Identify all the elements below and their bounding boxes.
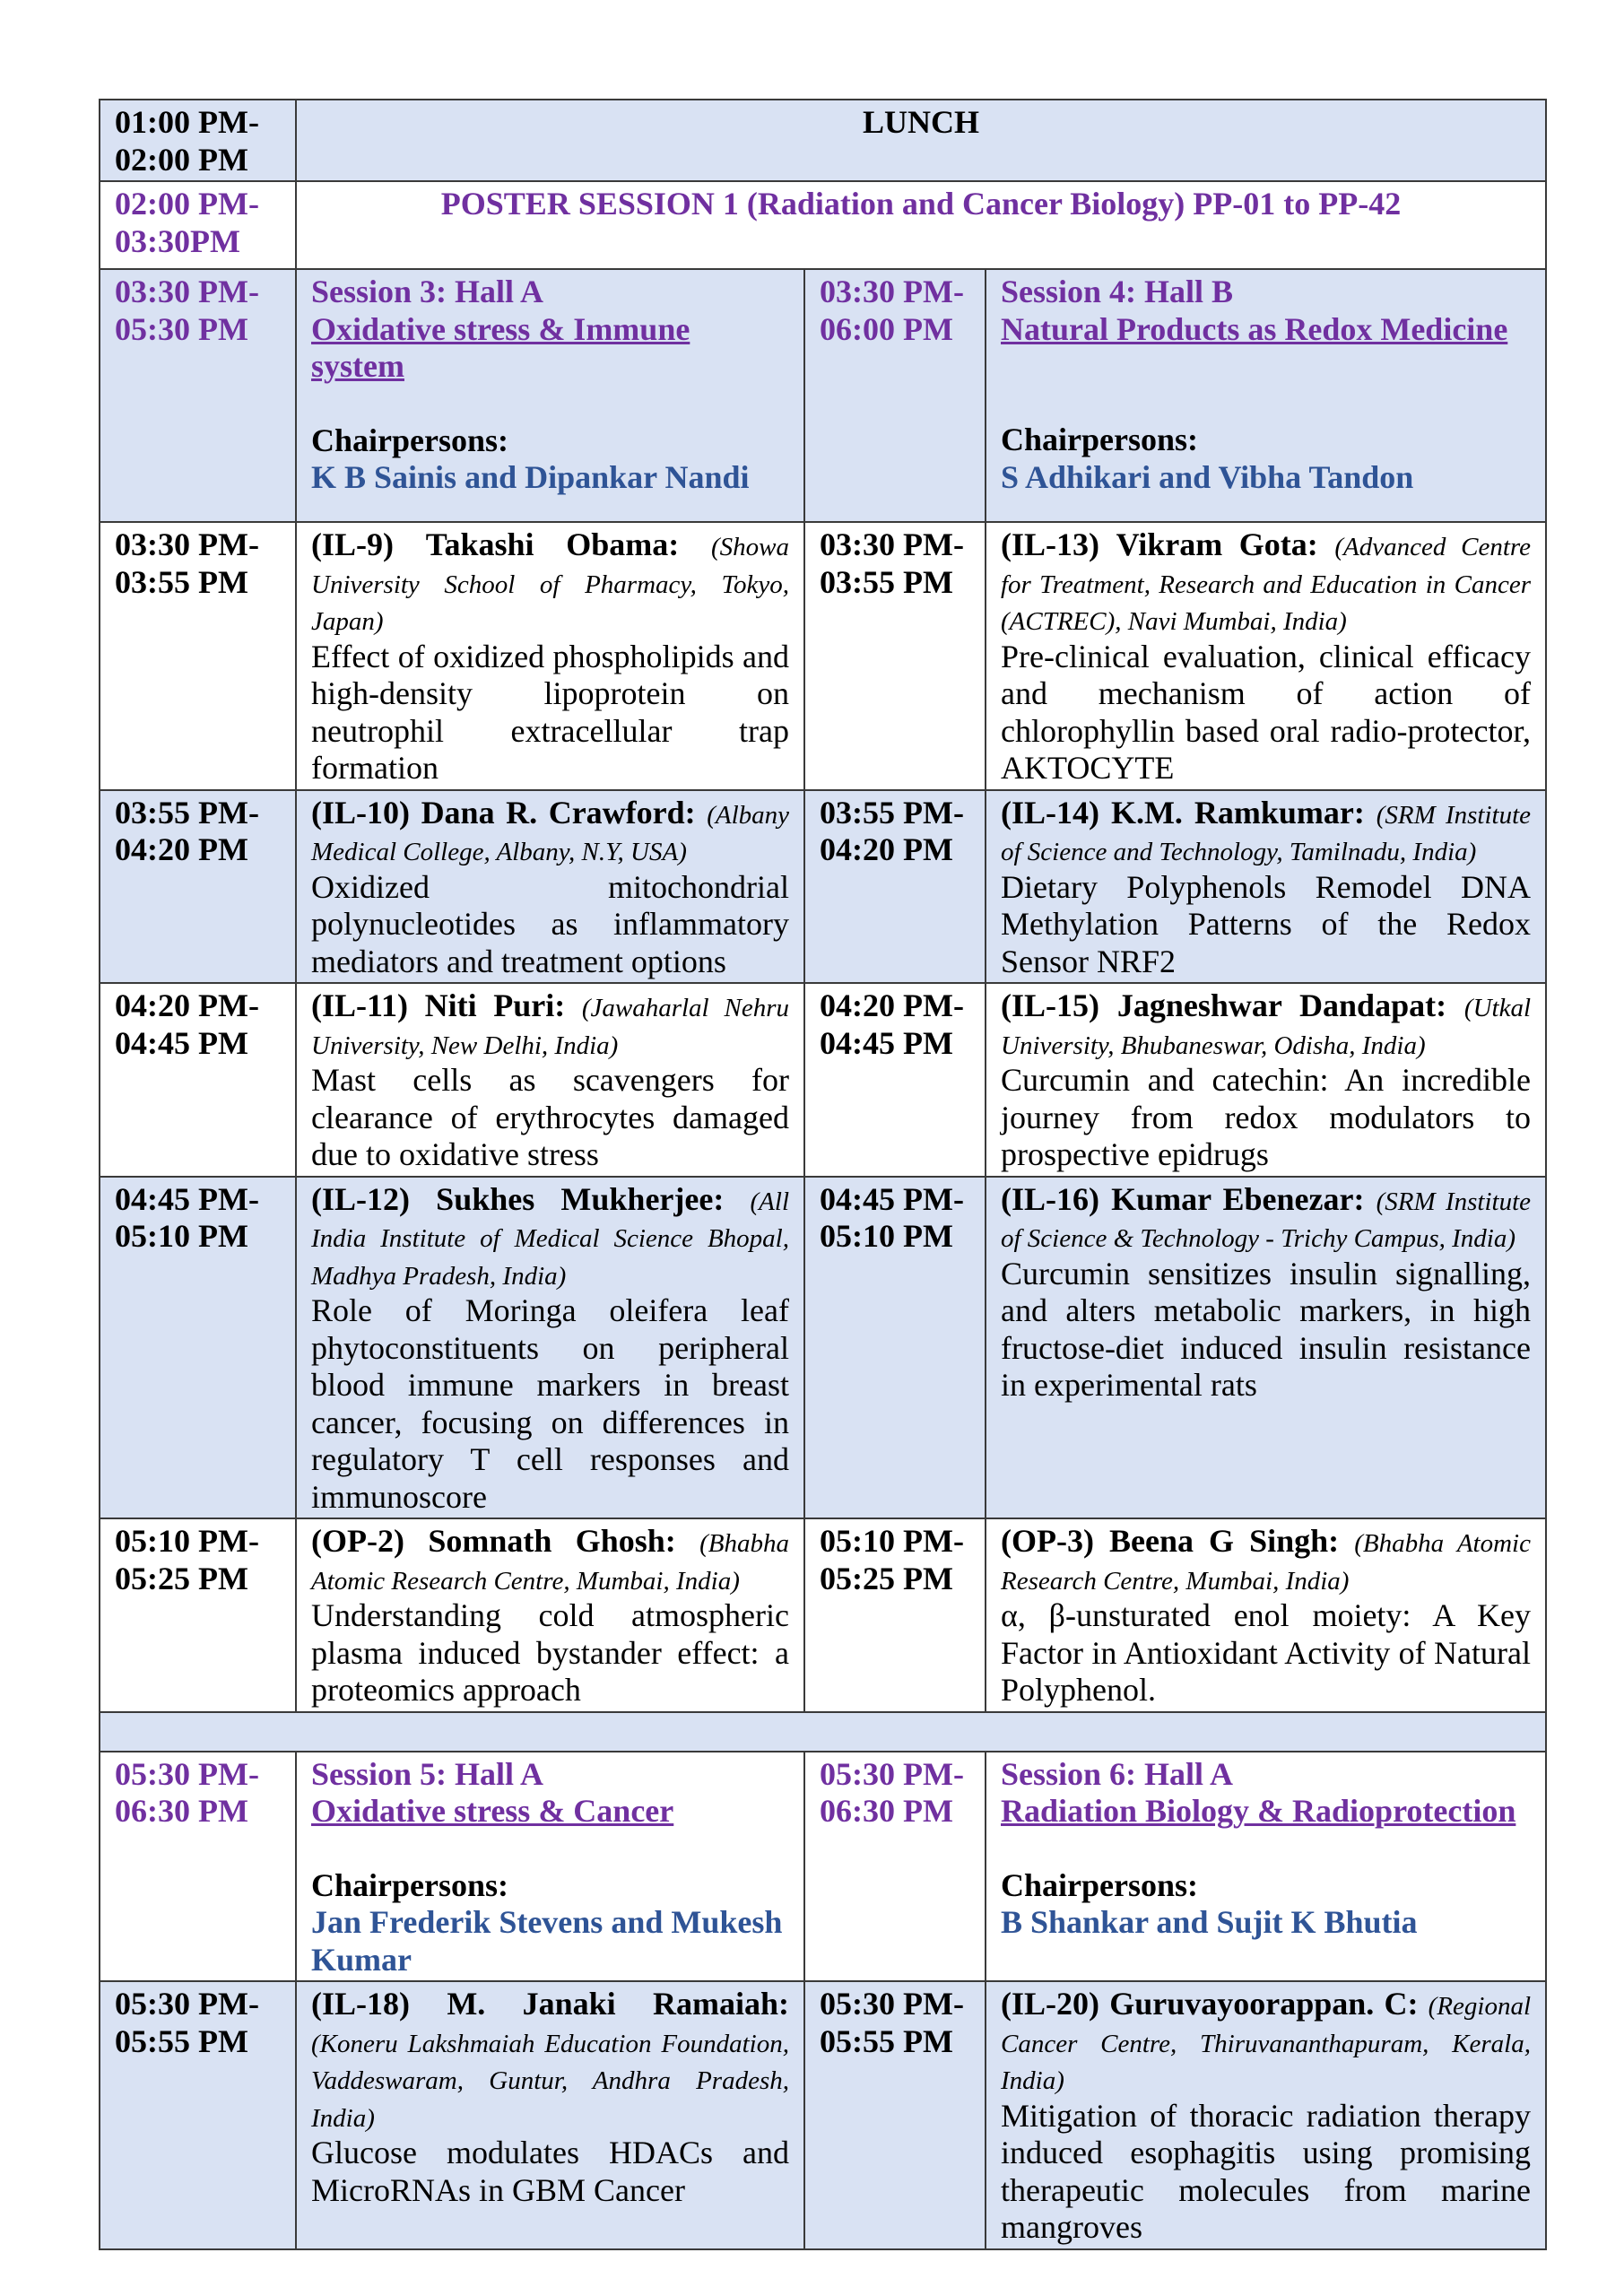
talk-cell xyxy=(986,1177,1546,1519)
speaker-name: Vikram Gota: xyxy=(1116,526,1318,562)
talk-code: (IL-10) xyxy=(311,794,410,831)
chairpersons-label: Chairpersons: xyxy=(311,422,509,458)
time-end: 05:10 PM xyxy=(820,1218,953,1254)
time-start: 05:30 PM- xyxy=(820,1755,964,1792)
speaker-name: Jagneshwar Dandapat: xyxy=(1116,987,1447,1023)
time-cell xyxy=(804,1177,986,1519)
time-start: 05:10 PM- xyxy=(820,1523,964,1559)
talk-title: Effect of oxidized phospholipids and high-density lipoprotein on neutrophil extracellular trap formation xyxy=(311,638,789,786)
time-start: 02:00 PM- xyxy=(115,186,259,222)
time-start: 03:30 PM- xyxy=(820,526,964,562)
session-5-header xyxy=(296,1752,804,1982)
speaker-name: Sukhes Mukherjee: xyxy=(436,1180,725,1217)
time-cell xyxy=(100,1981,296,2249)
time-start: 05:30 PM- xyxy=(115,1986,259,2022)
time-cell xyxy=(804,522,986,790)
talk-cell xyxy=(296,790,804,984)
session-title: Oxidative stress & Cancer xyxy=(311,1793,674,1829)
speaker-affiliation: (Advanced Centre for Treatment, Research and Education in Cancer (ACTREC), Navi Mumbai, India) xyxy=(1001,533,1532,636)
talk-code: (IL-13) xyxy=(1001,526,1099,562)
talk-title: Pre-clinical evaluation, clinical efficacy and mechanism of action of chlorophyllin based oral radio-protector, AKTOCYTE xyxy=(1001,638,1531,786)
time-end: 04:20 PM xyxy=(820,831,953,867)
separator-row xyxy=(100,1712,1546,1752)
time-cell xyxy=(804,1752,986,1982)
time-cell xyxy=(804,269,986,522)
time-end: 06:30 PM xyxy=(115,1793,248,1829)
talk-cell xyxy=(986,1518,1546,1712)
talk-row xyxy=(100,522,1546,790)
time-end: 05:25 PM xyxy=(115,1560,248,1596)
poster-session-row xyxy=(100,181,1546,269)
time-end: 02:00 PM xyxy=(115,141,248,178)
time-start: 03:30 PM- xyxy=(115,274,259,309)
time-end: 03:30PM xyxy=(115,222,240,259)
speaker-affiliation: (Koneru Lakshmaiah Education Foundation, Vaddeswaram, Guntur, Andhra Pradesh, India) xyxy=(311,2029,789,2133)
chairpersons-names: Jan Frederik Stevens and Mukesh Kumar xyxy=(311,1904,783,1978)
session-name: Session 3: Hall A xyxy=(311,274,544,309)
time-cell xyxy=(100,181,296,269)
time-cell xyxy=(804,790,986,984)
time-end: 05:55 PM xyxy=(820,2022,953,2059)
speaker-name: Takashi Obama: xyxy=(425,526,680,562)
time-start: 05:30 PM- xyxy=(115,1755,259,1792)
talk-row xyxy=(100,790,1546,984)
time-cell xyxy=(100,100,296,181)
chairpersons-label: Chairpersons: xyxy=(1001,422,1199,457)
talk-cell xyxy=(296,522,804,790)
program-schedule-table xyxy=(99,99,1547,2250)
time-end: 04:45 PM xyxy=(820,1024,953,1061)
time-start: 03:30 PM- xyxy=(820,274,964,309)
speaker-name: Kumar Ebenezar: xyxy=(1111,1180,1365,1217)
talk-cell xyxy=(296,1177,804,1519)
talk-cell xyxy=(986,522,1546,790)
chairpersons-label: Chairpersons: xyxy=(1001,1866,1199,1903)
speaker-affiliation: (Albany Medical College, Albany, N.Y, USA) xyxy=(311,800,790,866)
talk-row xyxy=(100,1518,1546,1712)
session-6-header xyxy=(986,1752,1546,1982)
speaker-affiliation: (Bhabha Atomic Research Centre, Mumbai, India) xyxy=(311,1529,790,1596)
speaker-name: M. Janaki Ramaiah: xyxy=(447,1986,789,2022)
speaker-name: K.M. Ramkumar: xyxy=(1110,794,1365,831)
time-start: 04:20 PM- xyxy=(820,987,964,1023)
time-cell xyxy=(804,983,986,1177)
time-cell xyxy=(100,1518,296,1712)
speaker-affiliation: (Regional Cancer Centre, Thiruvananthapuram, Kerala, India) xyxy=(1001,1992,1532,2095)
time-end: 04:20 PM xyxy=(115,831,248,867)
time-end: 05:25 PM xyxy=(820,1560,953,1596)
time-start: 05:10 PM- xyxy=(115,1523,259,1559)
session-4-header xyxy=(986,269,1546,522)
talk-row xyxy=(100,983,1546,1177)
time-end: 05:10 PM xyxy=(115,1218,248,1254)
talk-cell xyxy=(296,983,804,1177)
chairpersons-names: S Adhikari and Vibha Tandon xyxy=(1001,458,1414,495)
time-cell xyxy=(100,269,296,522)
talk-cell xyxy=(986,790,1546,984)
talk-title: Mitigation of thoracic radiation therapy induced esophagitis using promising therapeutic molecules from marine mangroves xyxy=(1001,2097,1531,2245)
talk-title: Dietary Polyphenols Remodel DNA Methylation Patterns of the Redox Sensor NRF2 xyxy=(1001,868,1531,979)
chairpersons-names: K B Sainis and Dipankar Nandi xyxy=(311,459,750,495)
talk-title: Role of Moringa oleifera leaf phytoconstituents on peripheral blood immune markers in breast cancer, focusing on differences in regulatory T cell responses and immunoscore xyxy=(311,1292,789,1515)
time-end: 04:45 PM xyxy=(115,1024,248,1061)
time-end: 03:55 PM xyxy=(115,563,248,600)
talk-code: (IL-18) xyxy=(311,1986,410,2022)
session-title: Oxidative stress & Immune system xyxy=(311,310,690,384)
time-cell xyxy=(100,1177,296,1519)
session-name: Session 4: Hall B xyxy=(1001,274,1234,309)
time-start: 03:55 PM- xyxy=(820,794,964,831)
speaker-affiliation: (Utkal University, Bhubaneswar, Odisha, India) xyxy=(1001,994,1532,1060)
speaker-name: Dana R. Crawford: xyxy=(421,794,696,831)
talk-title: Curcumin sensitizes insulin signalling, and alters metabolic markers, in high fructose-diet induced insulin resistance in experimental rats xyxy=(1001,1255,1531,1403)
chairpersons-names: B Shankar and Sujit K Bhutia xyxy=(1001,1904,1418,1940)
talk-title: Understanding cold atmospheric plasma induced bystander effect: a proteomics approach xyxy=(311,1597,789,1708)
session-title: Radiation Biology & Radioprotection xyxy=(1001,1793,1516,1829)
talk-title: Glucose modulates HDACs and MicroRNAs in GBM Cancer xyxy=(311,2135,789,2208)
speaker-affiliation: (Showa University School of Pharmacy, Tokyo, Japan) xyxy=(311,533,790,636)
time-start: 03:30 PM- xyxy=(115,526,259,562)
time-start: 04:45 PM- xyxy=(115,1180,259,1217)
talk-code: (IL-20) xyxy=(1001,1986,1099,2022)
time-cell xyxy=(804,1981,986,2249)
speaker-affiliation: (All India Institute of Medical Science Bhopal, Madhya Pradesh, India) xyxy=(311,1187,790,1291)
talk-code: (OP-3) xyxy=(1001,1523,1094,1559)
speaker-affiliation: (SRM Institute of Science and Technology, Tamilnadu, India) xyxy=(1001,800,1532,866)
talk-row xyxy=(100,1981,1546,2249)
speaker-name: Guruvayoorappan. C: xyxy=(1109,1986,1419,2022)
talk-title: Mast cells as scavengers for clearance of erythrocytes damaged due to oxidative stress xyxy=(311,1062,789,1172)
talk-title: α, β-unsturated enol moiety: A Key Factor in Antioxidant Activity of Natural Polyphenol. xyxy=(1001,1597,1531,1708)
session-3-header xyxy=(296,269,804,522)
talk-cell xyxy=(296,1518,804,1712)
time-start: 01:00 PM- xyxy=(115,104,259,140)
time-cell xyxy=(100,522,296,790)
poster-session-label: POSTER SESSION 1 (Radiation and Cancer Biology) PP-01 to PP-42 xyxy=(296,181,1546,269)
time-start: 03:55 PM- xyxy=(115,794,259,831)
separator-cell xyxy=(100,1712,1546,1752)
session-title: Natural Products as Redox Medicine xyxy=(1001,310,1508,347)
time-cell xyxy=(804,1518,986,1712)
time-cell xyxy=(100,983,296,1177)
talk-cell xyxy=(986,1981,1546,2249)
lunch-row xyxy=(100,100,1546,181)
session-header-row xyxy=(100,1752,1546,1982)
time-start: 04:20 PM- xyxy=(115,987,259,1023)
speaker-affiliation: (Bhabha Atomic Research Centre, Mumbai, India) xyxy=(1001,1529,1531,1596)
time-cell xyxy=(100,1752,296,1982)
speaker-affiliation: (Jawaharlal Nehru University, New Delhi, India) xyxy=(311,994,789,1060)
talk-code: (IL-14) xyxy=(1001,794,1099,831)
session-name: Session 6: Hall A xyxy=(1001,1755,1234,1792)
session-name: Session 5: Hall A xyxy=(311,1755,544,1792)
speaker-name: Somnath Ghosh: xyxy=(428,1523,676,1559)
talk-cell xyxy=(986,983,1546,1177)
time-end: 03:55 PM xyxy=(820,563,953,600)
speaker-name: Niti Puri: xyxy=(424,987,566,1023)
time-start: 04:45 PM- xyxy=(820,1180,964,1217)
time-end: 05:55 PM xyxy=(115,2022,248,2059)
talk-cell xyxy=(296,1981,804,2249)
time-end: 06:30 PM xyxy=(820,1793,953,1829)
chairpersons-label: Chairpersons: xyxy=(311,1866,509,1903)
session-header-row xyxy=(100,269,1546,522)
talk-title: Oxidized mitochondrial polynucleotides as inflammatory mediators and treatment options xyxy=(311,868,789,979)
talk-title: Curcumin and catechin: An incredible journey from redox modulators to prospective epidrugs xyxy=(1001,1062,1531,1172)
talk-code: (OP-2) xyxy=(311,1523,404,1559)
talk-row xyxy=(100,1177,1546,1519)
speaker-name: Beena G Singh: xyxy=(1109,1523,1340,1559)
talk-code: (IL-11) xyxy=(311,987,408,1023)
talk-code: (IL-16) xyxy=(1001,1180,1099,1217)
time-start: 05:30 PM- xyxy=(820,1986,964,2022)
time-cell xyxy=(100,790,296,984)
time-end: 06:00 PM xyxy=(820,310,953,347)
talk-code: (IL-15) xyxy=(1001,987,1099,1023)
talk-code: (IL-9) xyxy=(311,526,394,562)
lunch-label: LUNCH xyxy=(296,100,1546,181)
speaker-affiliation: (SRM Institute of Science & Technology - Trichy Campus, India) xyxy=(1001,1187,1531,1253)
talk-code: (IL-12) xyxy=(311,1180,410,1217)
time-end: 05:30 PM xyxy=(115,310,248,347)
